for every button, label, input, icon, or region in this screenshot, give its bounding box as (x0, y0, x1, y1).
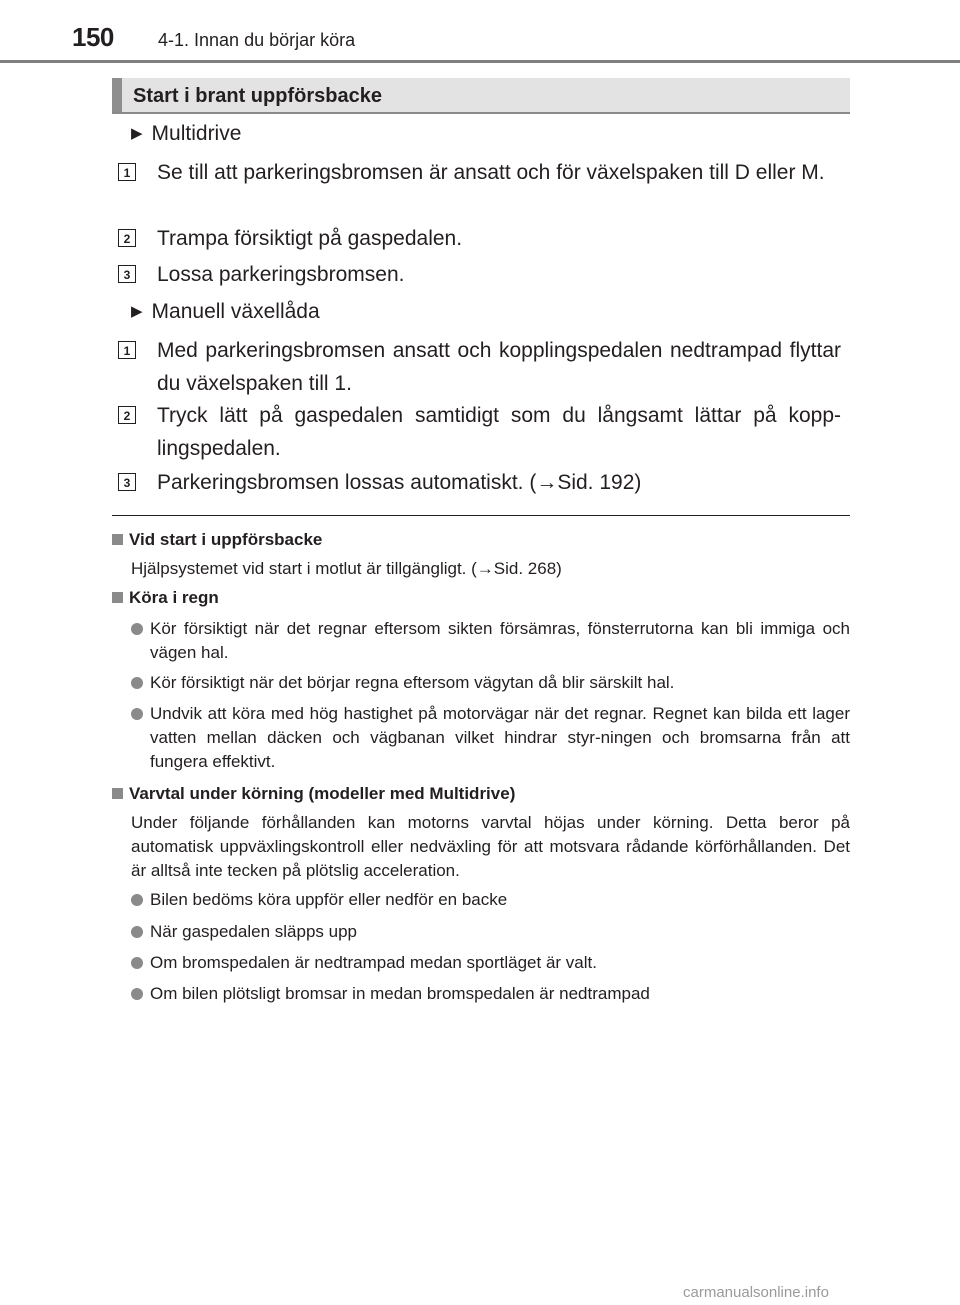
step-number: 2 (118, 406, 136, 424)
header-rule (0, 60, 960, 63)
step-text: Trampa försiktigt på gaspedalen. (157, 227, 463, 250)
note-heading-text: Varvtal under körning (modeller med Multidrive) (129, 784, 516, 803)
note-heading-text: Vid start i uppförsbacke (129, 530, 323, 549)
procedure-title-text: Manuell växellåda (151, 300, 320, 323)
chapter-title: 4-1. Innan du börjar köra (158, 30, 356, 50)
section-heading-bar (112, 78, 122, 112)
bullet-item (131, 617, 850, 665)
bullet-text: När gaspedalen släpps upp (150, 922, 357, 941)
step-text: Med parkeringsbromsen ansatt och kopplingspedalen nedtrampad flyttar du växelspaken till 1. (157, 339, 841, 395)
note-heading (112, 530, 322, 550)
section-heading-title: Start i brant uppförsbacke (133, 85, 382, 107)
note-heading-text: Köra i regn (129, 588, 219, 607)
step-text: Lossa parkeringsbromsen. (157, 263, 405, 286)
circle-bullet-icon (131, 677, 143, 689)
divider (112, 515, 850, 516)
bullet-item (131, 982, 850, 1006)
bullet-text: Om bromspedalen är nedtrampad medan sportläget är valt. (150, 953, 597, 972)
triangle-right-icon: ▶ (131, 125, 143, 142)
step-number: 3 (118, 265, 136, 283)
procedure-title (131, 300, 320, 324)
procedure-title-text: Multidrive (151, 122, 242, 145)
step-text: Se till att parkeringsbromsen är ansatt och för växelspaken till D eller M. (157, 161, 825, 184)
circle-bullet-icon (131, 708, 143, 720)
bullet-item (131, 671, 850, 695)
bullet-text: Undvik att köra med hög hastighet på motorvägar när det regnar. Regnet kan bilda ett lager vatten mellan däcken och vägbanan vilket hindrar styr-ningen och bromsarna från att fungera effektivt. (150, 704, 850, 771)
circle-bullet-icon (131, 623, 143, 635)
circle-bullet-icon (131, 926, 143, 938)
step-number: 1 (118, 163, 136, 181)
watermark: carmanualsonline.info (683, 1284, 829, 1301)
bullet-text: Kör försiktigt när det börjar regna eftersom vägytan då blir särskilt hal. (150, 673, 675, 692)
note-heading (112, 588, 219, 608)
bullet-item (131, 951, 850, 975)
circle-bullet-icon (131, 957, 143, 969)
square-bullet-icon (112, 534, 123, 545)
step-text: Parkeringsbromsen lossas automatiskt. (→Sid. 192) (157, 471, 642, 494)
note-text: Hjälpsystemet vid start i motlut är tillgängligt. (→Sid. 268) (131, 559, 562, 578)
bullet-item (131, 920, 850, 944)
bullet-item (131, 702, 850, 774)
square-bullet-icon (112, 592, 123, 603)
section-heading (112, 78, 850, 114)
note-heading (112, 784, 515, 804)
note-text: Under följande förhållanden kan motorns varvtal höjas under körning. Detta beror på automatisk uppväxlingskontroll eller nedväxling för att motsvara rådande körförhållanden. Det är alltså inte tecken på plötslig acceleration. (131, 813, 850, 880)
bullet-item (131, 888, 850, 912)
step-number: 2 (118, 229, 136, 247)
bullet-text: Kör försiktigt när det regnar eftersom sikten försämras, fönsterrutorna kan bli immiga och vägen hal. (150, 619, 850, 662)
bullet-text: Om bilen plötsligt bromsar in medan bromspedalen är nedtrampad (150, 984, 650, 1003)
bullet-text: Bilen bedöms köra uppför eller nedför en backe (150, 890, 508, 909)
square-bullet-icon (112, 788, 123, 799)
step-number: 3 (118, 473, 136, 491)
page-number: 150 (72, 22, 114, 52)
step-number: 1 (118, 341, 136, 359)
circle-bullet-icon (131, 988, 143, 1000)
triangle-right-icon: ▶ (131, 303, 143, 320)
circle-bullet-icon (131, 894, 143, 906)
step-text: Tryck lätt på gaspedalen samtidigt som du långsamt lättar på kopp-lingspedalen. (157, 404, 841, 460)
procedure-title (131, 122, 241, 146)
